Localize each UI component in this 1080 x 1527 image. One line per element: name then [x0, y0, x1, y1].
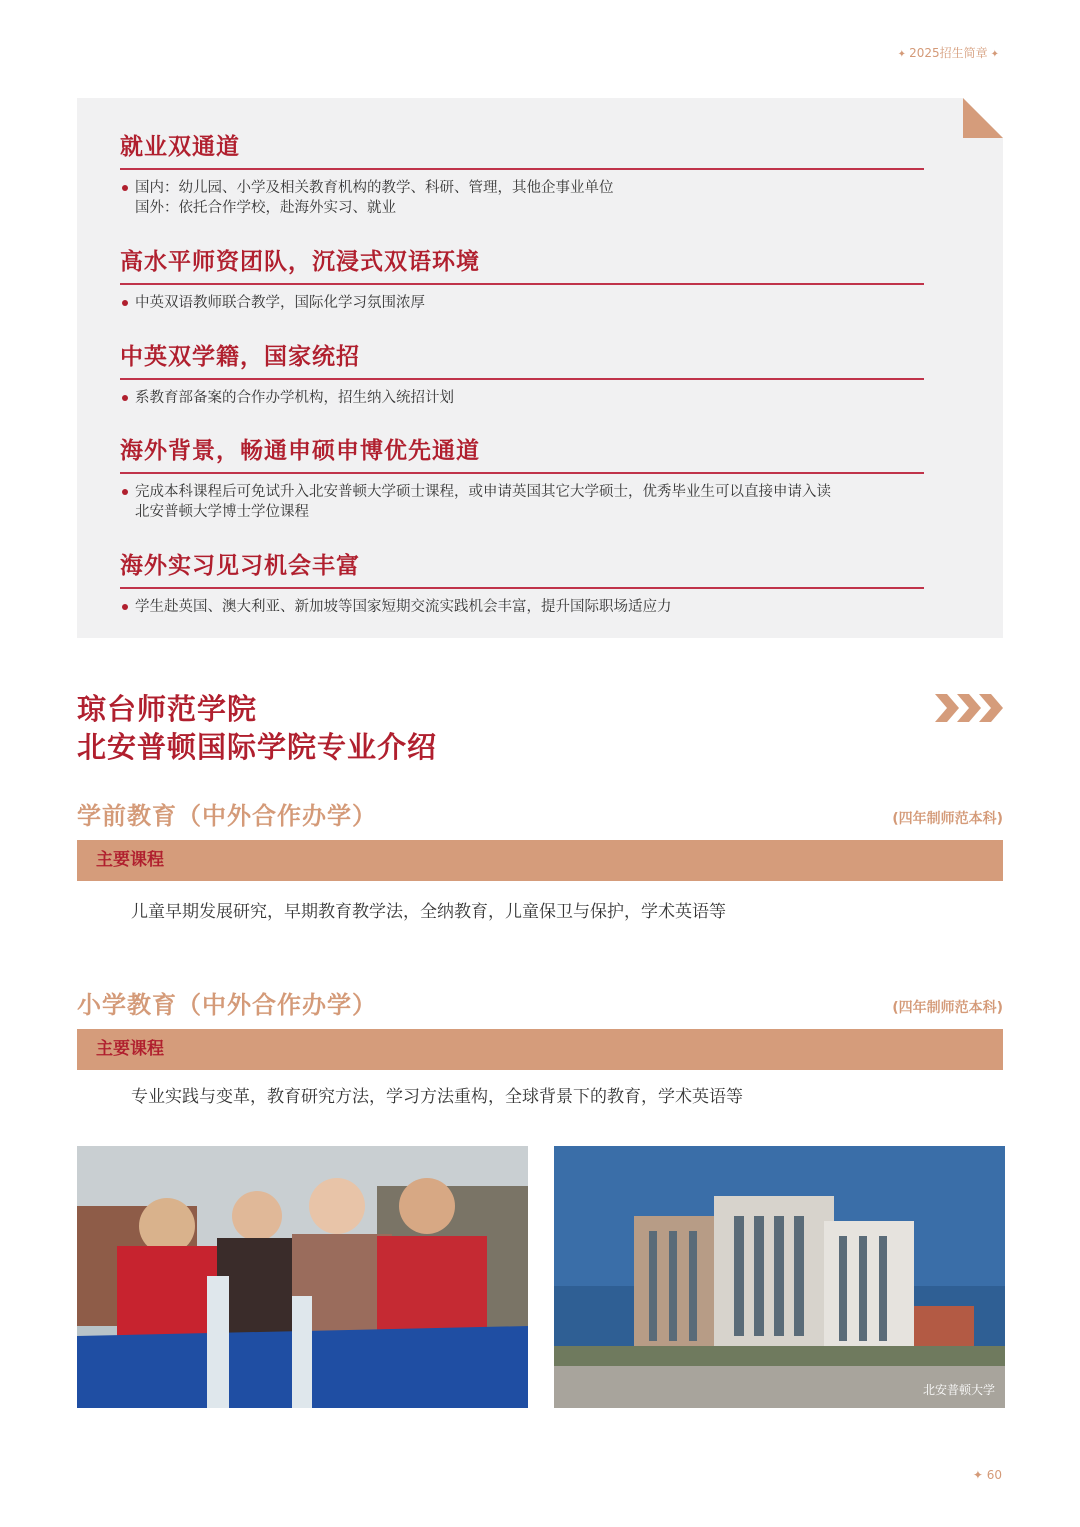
photo-caption: 北安普顿大学: [922, 1383, 995, 1397]
bullet-line: 完成本科课程后可免试升入北安普顿大学硕士课程，或申请英国其它大学硕士，优秀毕业生可以直接申请入读: [135, 484, 831, 500]
course-label-bar: 主要课程: [77, 840, 1003, 881]
section-faculty: [120, 247, 924, 313]
classroom-illustration: [77, 1146, 528, 1408]
brochure-title: 2025招生简章: [909, 46, 988, 60]
bullet-item: [120, 178, 924, 218]
program-title: 小学教育（中外合作办学）: [77, 991, 377, 1019]
section-dual-enrollment: [120, 342, 924, 408]
header-tag: [895, 44, 1002, 61]
bullet-line: 国内：幼儿园、小学及相关教育机构的教学、科研、管理，其他企事业单位: [135, 180, 614, 196]
main-title-line1: 琼台师范学院: [77, 692, 258, 726]
program-type: (四年制师范本科): [892, 811, 1003, 827]
course-list: 专业实践与变革，教育研究方法，学习方法重构，全球背景下的教育，学术英语等: [131, 1087, 743, 1107]
main-title: [77, 690, 437, 766]
bullet-item: [120, 597, 924, 617]
course-list: 儿童早期发展研究，早期教育教学法，全纳教育，儿童保卫与保护，学术英语等: [131, 902, 726, 922]
program-title: 学前教育（中外合作办学）: [77, 802, 377, 830]
star-icon: ✦: [972, 1468, 983, 1482]
chevron-arrows-icon: [935, 692, 1005, 724]
bullet-item: [120, 293, 924, 313]
page-fold-icon: [963, 98, 1003, 138]
course-label-bar: 主要课程: [77, 1029, 1003, 1070]
program-preschool: [77, 796, 1003, 922]
program-primary: [77, 985, 1003, 1107]
campus-building-illustration: [554, 1146, 1005, 1408]
classroom-photo: [77, 1146, 528, 1408]
section-title: 高水平师资团队，沉浸式双语环境: [120, 247, 924, 285]
bullet-line: 国外：依托合作学校，赴海外实习、就业: [135, 200, 396, 216]
section-employment: [120, 132, 924, 218]
section-overseas-study: [120, 436, 924, 522]
page-number-value: 60: [986, 1468, 1002, 1482]
bullet-item: [120, 482, 924, 522]
program-header: [77, 796, 1003, 832]
section-title: 海外背景，畅通申硕申博优先通道: [120, 436, 924, 474]
campus-photo: [554, 1146, 1005, 1408]
section-title: 中英双学籍，国家统招: [120, 342, 924, 380]
bullet-line: 北安普顿大学博士学位课程: [135, 504, 309, 520]
highlights-panel: [77, 98, 1003, 638]
section-title: 海外实习见习机会丰富: [120, 551, 924, 589]
program-header: [77, 985, 1003, 1021]
section-title: 就业双通道: [120, 132, 924, 170]
bullet-line: 学生赴英国、澳大利亚、新加坡等国家短期交流实践机会丰富，提升国际职场适应力: [135, 599, 672, 615]
bullet-line: 系教育部备案的合作办学机构，招生纳入统招计划: [135, 390, 454, 406]
bullet-line: 中英双语教师联合教学，国际化学习氛围浓厚: [135, 295, 425, 311]
main-title-line2: 北安普顿国际学院专业介绍: [77, 730, 438, 764]
star-icon: ✦: [897, 49, 907, 60]
page-number: [973, 1468, 1002, 1482]
bullet-item: [120, 388, 924, 408]
program-type: (四年制师范本科): [892, 1000, 1003, 1016]
section-internship: [120, 551, 924, 617]
star-icon: ✦: [990, 49, 999, 60]
